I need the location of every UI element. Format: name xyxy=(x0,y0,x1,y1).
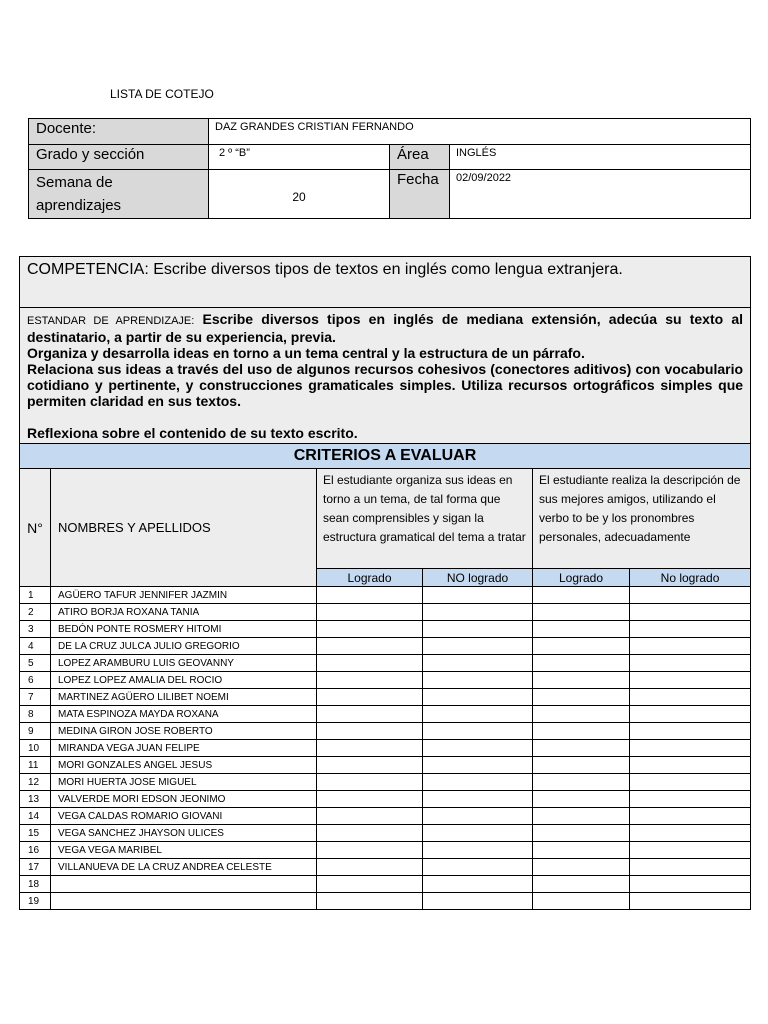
c2-no-logrado-cell xyxy=(630,791,751,808)
c1-logrado-cell xyxy=(317,723,423,740)
c1-logrado-cell xyxy=(317,706,423,723)
criterios-title: CRITERIOS A EVALUAR xyxy=(20,444,751,469)
c1-no-logrado-cell xyxy=(423,774,533,791)
estandar xyxy=(20,308,751,444)
table-row xyxy=(20,757,751,774)
c2-no-logrado-cell xyxy=(630,808,751,825)
student-number: 3 xyxy=(20,621,51,638)
c2-no-logrado-cell xyxy=(630,638,751,655)
num-header: N° xyxy=(20,469,51,587)
c1-no-logrado-cell xyxy=(423,638,533,655)
table-row xyxy=(20,689,751,706)
c2-logrado-cell xyxy=(533,740,630,757)
student-name: MATA ESPINOZA MAYDA ROXANA xyxy=(51,706,317,723)
student-name: MIRANDA VEGA JUAN FELIPE xyxy=(51,740,317,757)
table-row xyxy=(20,604,751,621)
table-row xyxy=(20,842,751,859)
c1-logrado-cell xyxy=(317,638,423,655)
docente-value: DAZ GRANDES CRISTIAN FERNANDO xyxy=(209,119,751,145)
student-name: BEDÓN PONTE ROSMERY HITOMI xyxy=(51,621,317,638)
c2-no-logrado-cell xyxy=(630,757,751,774)
c1-no-logrado-cell xyxy=(423,655,533,672)
c1-logrado-cell xyxy=(317,604,423,621)
criterion-2: El estudiante realiza la descripción de sus mejores amigos, utilizando el verbo to be y los pronombres personales, adecuadamente xyxy=(533,469,751,569)
c1-logrado-cell xyxy=(317,655,423,672)
c1-logrado-cell xyxy=(317,859,423,876)
c2-no-logrado-cell xyxy=(630,825,751,842)
c1-no-logrado-cell xyxy=(423,876,533,893)
docente-label: Docente: xyxy=(29,119,209,145)
c1-logrado-cell xyxy=(317,672,423,689)
table-row xyxy=(20,825,751,842)
c2-no-logrado-cell xyxy=(630,893,751,910)
student-number: 12 xyxy=(20,774,51,791)
c2-logrado-cell xyxy=(533,842,630,859)
table-row xyxy=(20,723,751,740)
student-number: 17 xyxy=(20,859,51,876)
table-row xyxy=(20,740,751,757)
student-name: VEGA CALDAS ROMARIO GIOVANI xyxy=(51,808,317,825)
competencia: COMPETENCIA: Escribe diversos tipos de textos en inglés como lengua extranjera. xyxy=(20,257,751,308)
c2-no-logrado-header: No logrado xyxy=(630,569,751,587)
c2-no-logrado-cell xyxy=(630,672,751,689)
c1-logrado-header: Logrado xyxy=(317,569,423,587)
c2-logrado-cell xyxy=(533,859,630,876)
student-number: 6 xyxy=(20,672,51,689)
c2-logrado-cell xyxy=(533,723,630,740)
table-row xyxy=(20,876,751,893)
name-header: NOMBRES Y APELLIDOS xyxy=(51,469,317,587)
c2-logrado-cell xyxy=(533,655,630,672)
table-row xyxy=(20,638,751,655)
semana-label xyxy=(29,170,209,219)
student-name: VEGA SANCHEZ JHAYSON ULICES xyxy=(51,825,317,842)
semana-label-line2: aprendizajes xyxy=(36,197,122,214)
student-name xyxy=(51,876,317,893)
grado-value: 2 º “B” xyxy=(209,145,390,170)
c1-logrado-cell xyxy=(317,689,423,706)
c2-logrado-cell xyxy=(533,825,630,842)
c1-logrado-cell xyxy=(317,893,423,910)
student-name: VEGA VEGA MARIBEL xyxy=(51,842,317,859)
c1-no-logrado-cell xyxy=(423,689,533,706)
c1-no-logrado-cell xyxy=(423,621,533,638)
student-number: 13 xyxy=(20,791,51,808)
c1-no-logrado-cell xyxy=(423,791,533,808)
c1-no-logrado-cell xyxy=(423,893,533,910)
c1-no-logrado-cell xyxy=(423,587,533,604)
student-number: 7 xyxy=(20,689,51,706)
c1-logrado-cell xyxy=(317,876,423,893)
c2-no-logrado-cell xyxy=(630,706,751,723)
area-value: INGLÉS xyxy=(450,145,751,170)
c1-logrado-cell xyxy=(317,774,423,791)
student-name: DE LA CRUZ JULCA JULIO GREGORIO xyxy=(51,638,317,655)
c2-no-logrado-cell xyxy=(630,740,751,757)
c2-logrado-cell xyxy=(533,621,630,638)
c1-no-logrado-cell xyxy=(423,740,533,757)
criterion-1: El estudiante organiza sus ideas en torno a un tema, de tal forma que sean comprensibles y sigan la estructura gramatical del tema a tratar xyxy=(317,469,533,569)
c2-no-logrado-cell xyxy=(630,604,751,621)
c2-no-logrado-cell xyxy=(630,621,751,638)
student-name: ATIRO BORJA ROXANA TANIA xyxy=(51,604,317,621)
c1-no-logrado-cell xyxy=(423,808,533,825)
student-number: 14 xyxy=(20,808,51,825)
student-number: 5 xyxy=(20,655,51,672)
c1-no-logrado-cell xyxy=(423,723,533,740)
c1-no-logrado-cell xyxy=(423,825,533,842)
c2-logrado-cell xyxy=(533,672,630,689)
c1-no-logrado-cell xyxy=(423,859,533,876)
c1-no-logrado-cell xyxy=(423,757,533,774)
table-row xyxy=(20,655,751,672)
table-row xyxy=(20,859,751,876)
semana-label-line1: Semana de xyxy=(36,174,113,191)
student-number: 9 xyxy=(20,723,51,740)
info-table xyxy=(28,118,751,219)
student-name xyxy=(51,893,317,910)
table-row xyxy=(20,672,751,689)
student-number: 2 xyxy=(20,604,51,621)
student-number: 16 xyxy=(20,842,51,859)
student-name: LOPEZ LOPEZ AMALIA DEL ROCIO xyxy=(51,672,317,689)
semana-value: 20 xyxy=(209,170,390,219)
estandar-text-4: Reflexiona sobre el contenido de su texto escrito. xyxy=(27,425,358,441)
c1-logrado-cell xyxy=(317,621,423,638)
student-number: 1 xyxy=(20,587,51,604)
c1-no-logrado-cell xyxy=(423,842,533,859)
c2-logrado-cell xyxy=(533,876,630,893)
c1-logrado-cell xyxy=(317,808,423,825)
estandar-text-1: Escribe diversos tipos en inglés de mediana extensión, adecúa su texto al destinatario, a partir de su experiencia, previa. xyxy=(27,311,744,345)
c2-logrado-header: Logrado xyxy=(533,569,630,587)
c1-logrado-cell xyxy=(317,791,423,808)
student-number: 4 xyxy=(20,638,51,655)
area-label: Área xyxy=(390,145,450,170)
c1-logrado-cell xyxy=(317,740,423,757)
c2-no-logrado-cell xyxy=(630,876,751,893)
table-row xyxy=(20,587,751,604)
grado-label: Grado y sección xyxy=(29,145,209,170)
student-number: 11 xyxy=(20,757,51,774)
c2-no-logrado-cell xyxy=(630,842,751,859)
c2-no-logrado-cell xyxy=(630,655,751,672)
assessment-table xyxy=(19,256,751,910)
student-name: MORI HUERTA JOSE MIGUEL xyxy=(51,774,317,791)
c2-no-logrado-cell xyxy=(630,689,751,706)
fecha-value: 02/09/2022 xyxy=(450,170,751,219)
c2-logrado-cell xyxy=(533,638,630,655)
c1-no-logrado-cell xyxy=(423,604,533,621)
estandar-text-2: Organiza y desarrolla ideas en torno a un tema central y la estructura de un párrafo. xyxy=(27,345,585,361)
c1-no-logrado-cell xyxy=(423,672,533,689)
c2-logrado-cell xyxy=(533,689,630,706)
table-row xyxy=(20,791,751,808)
c1-no-logrado-header: NO logrado xyxy=(423,569,533,587)
c2-logrado-cell xyxy=(533,893,630,910)
student-number: 10 xyxy=(20,740,51,757)
c2-no-logrado-cell xyxy=(630,723,751,740)
estandar-text-3: Relaciona sus ideas a través del uso de algunos recursos cohesivos (conectores aditivos) con vocabulario cotidiano y pertinente, y construcciones gramaticales simples. Utiliza recursos ortográficos simples que permiten claridad en sus textos. xyxy=(27,361,744,409)
c2-logrado-cell xyxy=(533,808,630,825)
table-row xyxy=(20,774,751,791)
c2-logrado-cell xyxy=(533,774,630,791)
c2-logrado-cell xyxy=(533,791,630,808)
student-name: LOPEZ ARAMBURU LUIS GEOVANNY xyxy=(51,655,317,672)
table-row xyxy=(20,706,751,723)
student-name: MEDINA GIRON JOSE ROBERTO xyxy=(51,723,317,740)
c1-logrado-cell xyxy=(317,842,423,859)
student-name: VALVERDE MORI EDSON JEONIMO xyxy=(51,791,317,808)
c2-no-logrado-cell xyxy=(630,587,751,604)
document-title: LISTA DE COTEJO xyxy=(110,87,214,101)
student-name: MARTINEZ AGÜERO LILIBET NOEMI xyxy=(51,689,317,706)
c2-logrado-cell xyxy=(533,706,630,723)
student-name: VILLANUEVA DE LA CRUZ ANDREA CELESTE xyxy=(51,859,317,876)
c2-logrado-cell xyxy=(533,604,630,621)
c1-logrado-cell xyxy=(317,587,423,604)
student-number: 8 xyxy=(20,706,51,723)
c2-logrado-cell xyxy=(533,587,630,604)
student-number: 18 xyxy=(20,876,51,893)
student-number: 19 xyxy=(20,893,51,910)
c1-no-logrado-cell xyxy=(423,706,533,723)
c1-logrado-cell xyxy=(317,757,423,774)
c2-no-logrado-cell xyxy=(630,859,751,876)
c2-logrado-cell xyxy=(533,757,630,774)
table-row xyxy=(20,893,751,910)
c2-no-logrado-cell xyxy=(630,774,751,791)
student-name: AGÜERO TAFUR JENNIFER JAZMIN xyxy=(51,587,317,604)
table-row xyxy=(20,808,751,825)
table-row xyxy=(20,621,751,638)
fecha-label: Fecha xyxy=(390,170,450,219)
student-number: 15 xyxy=(20,825,51,842)
student-name: MORI GONZALES ANGEL JESUS xyxy=(51,757,317,774)
c1-logrado-cell xyxy=(317,825,423,842)
estandar-label: ESTANDAR DE APRENDIZAJE: xyxy=(27,315,195,327)
